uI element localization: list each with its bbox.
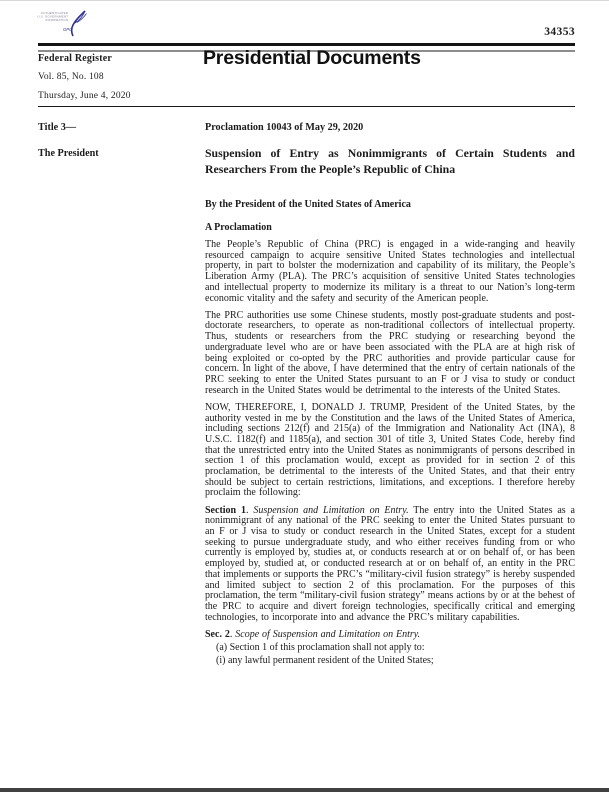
gpo-authenticated-logo: [37, 9, 89, 39]
page-number: 34353: [544, 26, 575, 38]
section-heading-presidential-documents: Presidential Documents: [203, 47, 421, 69]
section-1-text: The entry into the United States as a nonimmigrant of any national of the PRC seeking to enter the United States pursuant to an F or J visa to study or conduct research in the United States, except for a student seeking to pursue undergraduate study, and who either receives funding from or who currently is employed by, studies at, or conducts research at or on behalf of, or has been employed by, studied at, or conducted research at or on behalf of, an entity in the PRC that implements or supports the PRC’s “military-civil fusion strategy” is hereby suspended and limited subject to section 2 of this proclamation. For the purposes of this proclamation, the term “military-civil fusion strategy” means actions by or at the behest of the PRC to acquire and divert foreign technologies, specifically critical and emerging technologies, to incorporate into and advance the PRC’s military capabilities.: [205, 504, 575, 623]
byline: By the President of the United States of America: [205, 199, 411, 210]
gpo-logo-line2: U.S. GOVERNMENT: [37, 15, 69, 19]
proclamation-title: Suspension of Entry as Nonimmigrants of Certain Students and Researchers From the People’s Republic of China: [205, 146, 575, 176]
issue-date: Thursday, June 4, 2020: [38, 91, 131, 101]
paragraph-1: The People’s Republic of China (PRC) is engaged in a wide-ranging and heavily resourced campaign to acquire sensitive United States technologies and intellectual property, in part to bolster the modernization and capability of its military, the People’s Liberation Army (PLA). The PRC’s acquisition of sensitive United States technologies and intellectual property to modernize its military is a threat to our Nation’s long-term economic vitality and the safety and security of the American people.: [205, 239, 575, 304]
gpo-logo-line3: INFORMATION: [45, 18, 69, 23]
title3-label: Title 3—: [38, 122, 77, 133]
masthead-left-column: [38, 53, 198, 101]
page-bottom-edge: [0, 788, 609, 792]
paragraph-3: NOW, THEREFORE, I, DONALD J. TRUMP, President of the United States, by the authority vested in me by the Constitution and the laws of the United States of America, including sections 212(f) and 215(a) of the Immigration and Nationality Act (INA), 8 U.S.C. 1182(f) and 1185(a), and section 301 of title 3, United States Code, hereby find that the unrestricted entry into the United States as nonimmigrants of persons described in section 1 of this proclamation would, except as provided for in section 2 of this proclamation, be detrimental to the interests of the United States, and that their entry should be subject to certain restrictions, limitations, and exceptions. I therefore hereby proclaim the following:: [205, 401, 575, 499]
section-1-label: Section 1: [205, 504, 246, 516]
proclamation-number-line: Proclamation 10043 of May 29, 2020: [205, 122, 364, 133]
section-2-label: Sec. 2: [205, 628, 230, 640]
journal-title: Federal Register: [38, 53, 113, 64]
gpo-logo-line1: AUTHENTICATED: [40, 12, 69, 16]
the-president-label: The President: [38, 148, 99, 159]
gpo-logo-gpo-label: GPO: [63, 28, 73, 33]
masthead-bottom-rule: [38, 106, 575, 107]
volume-number: Vol. 85, No. 108: [38, 72, 104, 82]
a-proclamation-subheading: A Proclamation: [205, 222, 272, 233]
section-2-clause-a: (a) Section 1 of this proclamation shall not apply to:: [216, 641, 425, 653]
title3-margin-column: [38, 122, 188, 159]
section-1-paragraph: [205, 506, 575, 624]
section-1-italic-title: Suspension and Limitation on Entry.: [253, 504, 409, 516]
paragraph-2: The PRC authorities use some Chinese students, mostly post-graduate students and post-doctorate researchers, to operate as non-traditional collectors of intellectual property. Thus, students or researchers from the PRC studying or researching beyond the undergraduate level who are or have been associated with the PLA are at high risk of being exploited or co-opted by the PRC authorities and provide particular cause for concern. In light of the above, I have determined that the entry of certain nationals of the PRC seeking to enter the United States pursuant to an F or J visa to study or conduct research in the United States would be detrimental to the interests of the United States.: [205, 309, 575, 396]
document-body-column: [205, 122, 575, 669]
section-2-separator: .: [229, 628, 236, 640]
gpo-eagle-swoosh-icon: [67, 9, 89, 39]
section-1-separator: .: [245, 504, 254, 516]
section-2-italic-title: Scope of Suspension and Limitation on Entry.: [235, 628, 421, 640]
gpo-logo-text: [37, 12, 68, 22]
section-2-heading: [205, 630, 575, 641]
section-2-clause-i: (i) any lawful permanent resident of the United States;: [216, 654, 434, 666]
page-top-edge: [0, 0, 609, 1]
